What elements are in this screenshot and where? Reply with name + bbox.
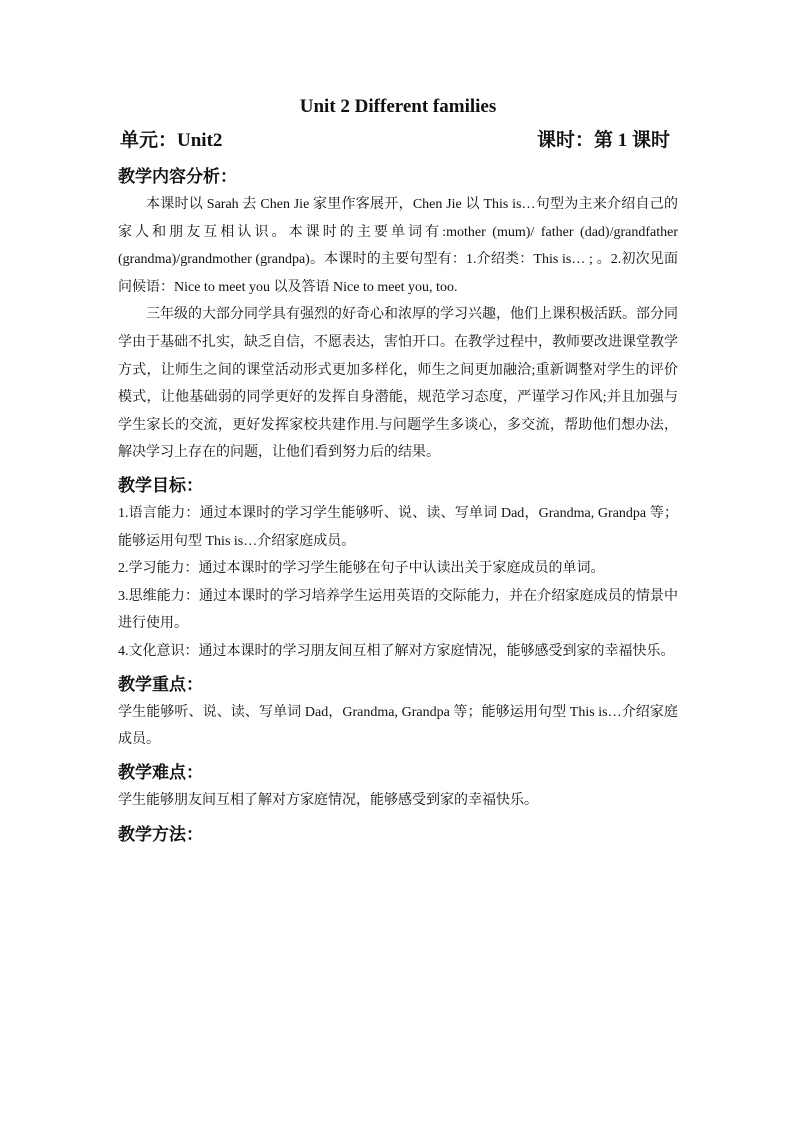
- difficulties-text: 学生能够朋友间互相了解对方家庭情况，能够感受到家的幸福快乐。: [118, 792, 538, 808]
- difficulties-heading: 教学难点：: [118, 762, 203, 782]
- document-title: Unit 2 Different families: [299, 96, 497, 117]
- document-page: [118, 92, 678, 849]
- key-points-section: [118, 670, 678, 754]
- objective-item-4: 4.文化意识：通过本课时的学习朋友间互相了解对方家庭情况，能够感受到家的幸福快乐。: [118, 643, 675, 659]
- methods-section: [118, 820, 678, 849]
- key-points-text: 学生能够听、说、读、写单词 Dad，Grandma, Grandpa 等；能够运用句型 This is…介绍家庭成员。: [118, 704, 678, 748]
- content-analysis-paragraph-1: 本课时以 Sarah 去 Chen Jie 家里作客展开，Chen Jie 以 This is…句型为主来介绍自己的家人和朋友互相认识。本课时的主要单词有:mother (mum)/ father (dad)/grandfather (grandma)/grandmother (grandpa)。本课时的主要句型有：1.介绍类：This is… ; 。2.初次见面问候语：Nice to meet you 以及答语 Nice to meet you, too.: [118, 197, 678, 295]
- period-label: 课时：第 1 课时: [536, 130, 670, 151]
- objectives-heading: 教学目标：: [118, 475, 203, 495]
- methods-heading: 教学方法：: [118, 825, 203, 845]
- unit-period-row: [118, 126, 678, 156]
- content-analysis-paragraph-2: 三年级的大部分同学具有强烈的好奇心和浓厚的学习兴趣，他们上课积极活跃。部分同学由于基础不扎实，缺乏自信，不愿表达，害怕开口。在教学过程中，教师要改进课堂教学方式，让师生之间的课堂活动形式更加多样化，师生之间更加融洽;重新调整对学生的评价模式，让他基础弱的同学更好的发挥自身潜能，规范学习态度，严谨学习作风;并且加强与学生家长的交流，更好发挥家校共建作用.与问题学生多谈心，多交流，帮助他们想办法，解决学习上存在的问题，让他们看到努力后的结果。: [118, 307, 678, 461]
- objective-item-3: 3.思维能力：通过本课时的学习培养学生运用英语的交际能力，并在介绍家庭成员的情景中进行使用。: [118, 588, 678, 632]
- objectives-section: [118, 471, 678, 666]
- objective-item-1: 1.语言能力：通过本课时的学习学生能够听、说、读、写单词 Dad，Grandma, Grandpa 等；能够运用句型 This is…介绍家庭成员。: [118, 505, 678, 549]
- content-analysis-section: [118, 162, 678, 467]
- unit-label: 单元：Unit2: [120, 130, 223, 151]
- objective-item-2: 2.学习能力：通过本课时的学习学生能够在句子中认读出关于家庭成员的单词。: [118, 561, 605, 577]
- key-points-heading: 教学重点：: [118, 674, 203, 694]
- difficulties-section: [118, 758, 678, 815]
- content-analysis-heading: 教学内容分析：: [118, 167, 237, 186]
